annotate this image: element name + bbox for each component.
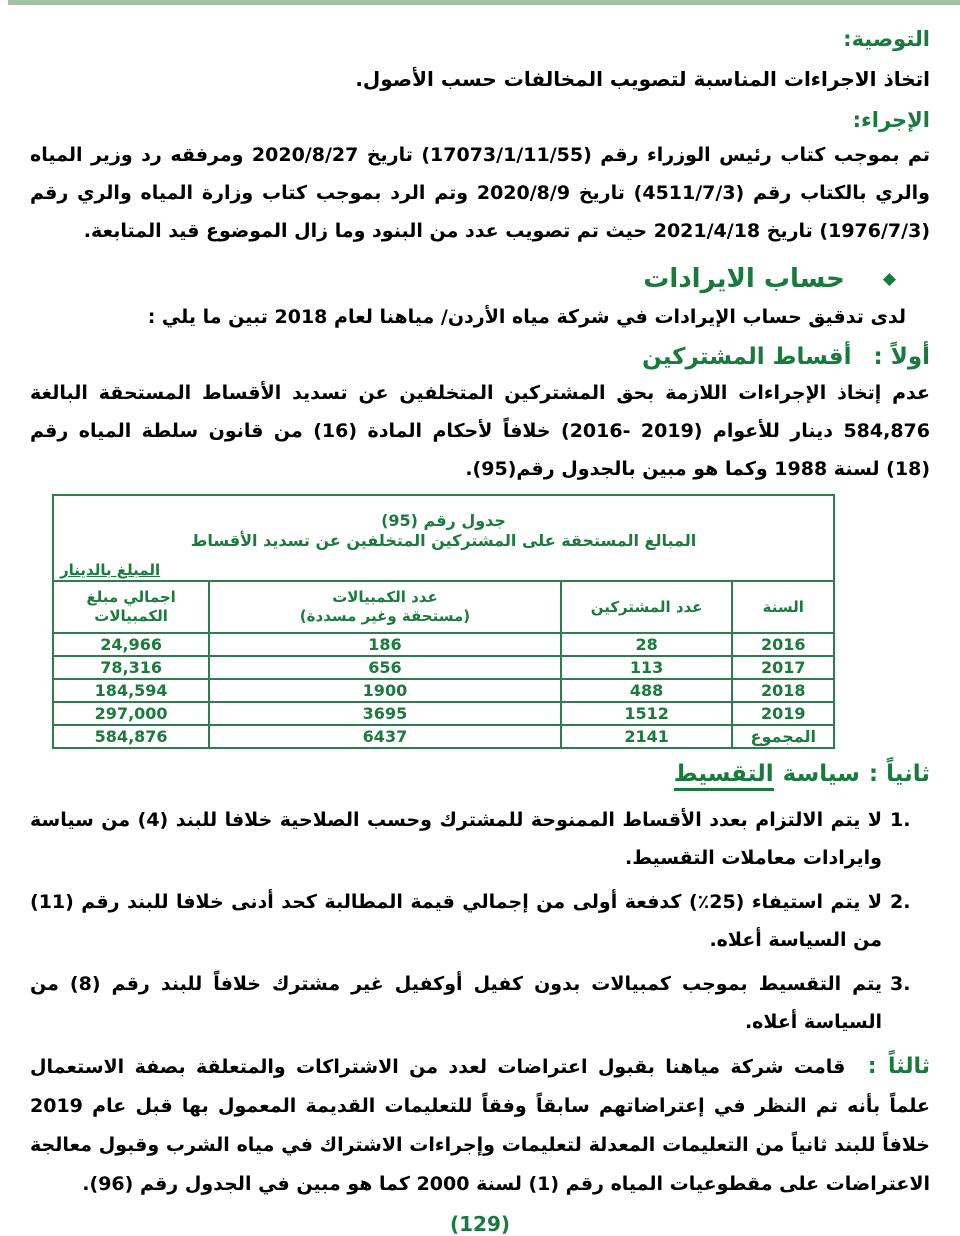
list-item [30, 883, 930, 959]
list-item [30, 965, 930, 1041]
cell-year: 2017 [732, 656, 834, 679]
top-border-bar [8, 0, 960, 5]
col-header-year: السنة [732, 581, 834, 633]
cell-bills: 6437 [209, 725, 560, 748]
cell-total: 184,594 [53, 679, 209, 702]
cell-total: 584,876 [53, 725, 209, 748]
col-header-subscribers: عدد المشتركين [561, 581, 733, 633]
col-header-bills-line1: عدد الكمبيالات [332, 588, 438, 606]
first-section-body: عدم إتخاذ الإجراءات اللازمة بحق المشتركين المتخلفين عن تسديد الأقساط المستحقة البالغة 584,876 دينار للأعوام (⁦2016- 2019⁩) خلافاً لأحكام المادة (16) من قانون سلطة المياه رقم (18) لسنة 1988 وكما هو مبين بالجدول رقم(95). [30, 382, 930, 480]
table-title-row [53, 495, 834, 581]
col-header-bills [209, 581, 560, 633]
cell-total: 78,316 [53, 656, 209, 679]
cell-bills: 186 [209, 633, 560, 656]
action-heading: الإجراء: [852, 108, 930, 132]
cell-subscribers: 28 [561, 633, 733, 656]
table-title-line1: جدول رقم (95) [381, 510, 506, 530]
table-total-row [53, 725, 834, 748]
third-section-body: قامت شركة مياهنا بقبول اعتراضات لعدد من الاشتراكات والمتعلقة بصفة الاستعمال علماً بأنه تم النظر في إعتراضاتهم سابقاً وفقاً للتعليمات القديمة المعمول بها قبل عام 2019 خلافاً للبند ثانياً من التعليمات المعدلة لتعليمات وإجراءات الاشتراك في مياه الشرب وقبول معالجة الاعتراضات على مقطوعيات المياه رقم (1) لسنة 2000 كما هو مبين في الجدول رقم (96). [30, 1056, 930, 1195]
second-heading-title: سياسة [782, 761, 860, 787]
cell-subscribers: 488 [561, 679, 733, 702]
cell-year: 2018 [732, 679, 834, 702]
item-text: يتم التقسيط بموجب كمبيالات بدون كفيل أوكفيل غير مشترك خلافاً للبند رقم (8) من السياسة أعلاه. [30, 973, 882, 1033]
cell-total: 297,000 [53, 702, 209, 725]
second-section-heading [30, 761, 930, 791]
third-heading-label: ثالثاً : [867, 1054, 931, 1079]
first-heading-label: أولاً : [873, 344, 930, 370]
numbered-list [30, 801, 930, 1041]
table-title-cell [53, 495, 834, 581]
second-heading-label: ثانياً : [868, 761, 930, 787]
cell-year: 2019 [732, 702, 834, 725]
diamond-bullet-icon: ◆ [882, 268, 896, 289]
third-section [30, 1047, 930, 1204]
item-number: 1. [890, 809, 911, 831]
col-header-total: اجمالي مبلغ الكمبيالات [53, 581, 209, 633]
table-row [53, 702, 834, 725]
table-unit-note: المبلغ بالدينار [60, 561, 161, 579]
cell-subscribers: 113 [561, 656, 733, 679]
second-heading-title-underlined: التقسيط [674, 761, 774, 791]
first-heading-title: أقساط المشتركين [642, 344, 852, 370]
cell-bills: 3695 [209, 702, 560, 725]
table-row [53, 633, 834, 656]
table-row [53, 679, 834, 702]
cell-total: 24,966 [53, 633, 209, 656]
col-header-bills-line2: (مستحقة وغير مسددة) [299, 607, 471, 625]
cell-year: 2016 [732, 633, 834, 656]
table-row [53, 656, 834, 679]
cell-bills: 656 [209, 656, 560, 679]
cell-year-total-label: المجموع [732, 725, 834, 748]
recommendation-heading: التوصية: [843, 27, 930, 51]
action-body: تم بموجب كتاب رئيس الوزراء رقم (17073/1/11/55) تاريخ 2020/8/27 ومرفقه رد وزير المياه والري بالكتاب رقم (4511/7/3) تاريخ 2020/8/9 وتم الرد بموجب كتاب وزارة المياه والري رقم (1976/7/3) تاريخ 2021/4/18 حيث تم تصويب عدد من البنود وما زال الموضوع قيد المتابعة. [30, 144, 931, 242]
cell-bills: 1900 [209, 679, 560, 702]
page-number: (129) [449, 1212, 511, 1236]
revenues-intro: لدى تدقيق حساب الإيرادات في شركة مياه الأردن/ مياهنا لعام 2018 تبين ما يلي : [147, 306, 906, 328]
item-text: لا يتم استيفاء (25٪) كدفعة أولى من إجمالي قيمة المطالبة كحد أدنى خلافا للبند رقم (11) من السياسة أعلاه. [30, 891, 882, 951]
cell-subscribers: 1512 [561, 702, 733, 725]
list-item [30, 801, 930, 877]
revenues-section-heading [30, 264, 930, 294]
recommendation-body: اتخاذ الاجراءات المناسبة لتصويب المخالفات حسب الأصول. [355, 67, 930, 91]
item-text: لا يتم الالتزام بعدد الأقساط الممنوحة للمشترك وحسب الصلاحية خلافا للبند (4) من سياسة وايرادات معاملات التقسيط. [30, 809, 882, 869]
revenues-heading-text: حساب الايرادات [643, 264, 845, 294]
item-number: 2. [890, 891, 911, 913]
table-title-line2: المبالغ المستحقة على المشتركين المتخلفين عن تسديد الأقساط [190, 530, 697, 550]
item-number: 3. [890, 973, 911, 995]
first-section-heading [30, 344, 930, 370]
table-header-row [53, 581, 834, 633]
cell-subscribers: 2141 [561, 725, 733, 748]
installments-table [52, 494, 835, 749]
